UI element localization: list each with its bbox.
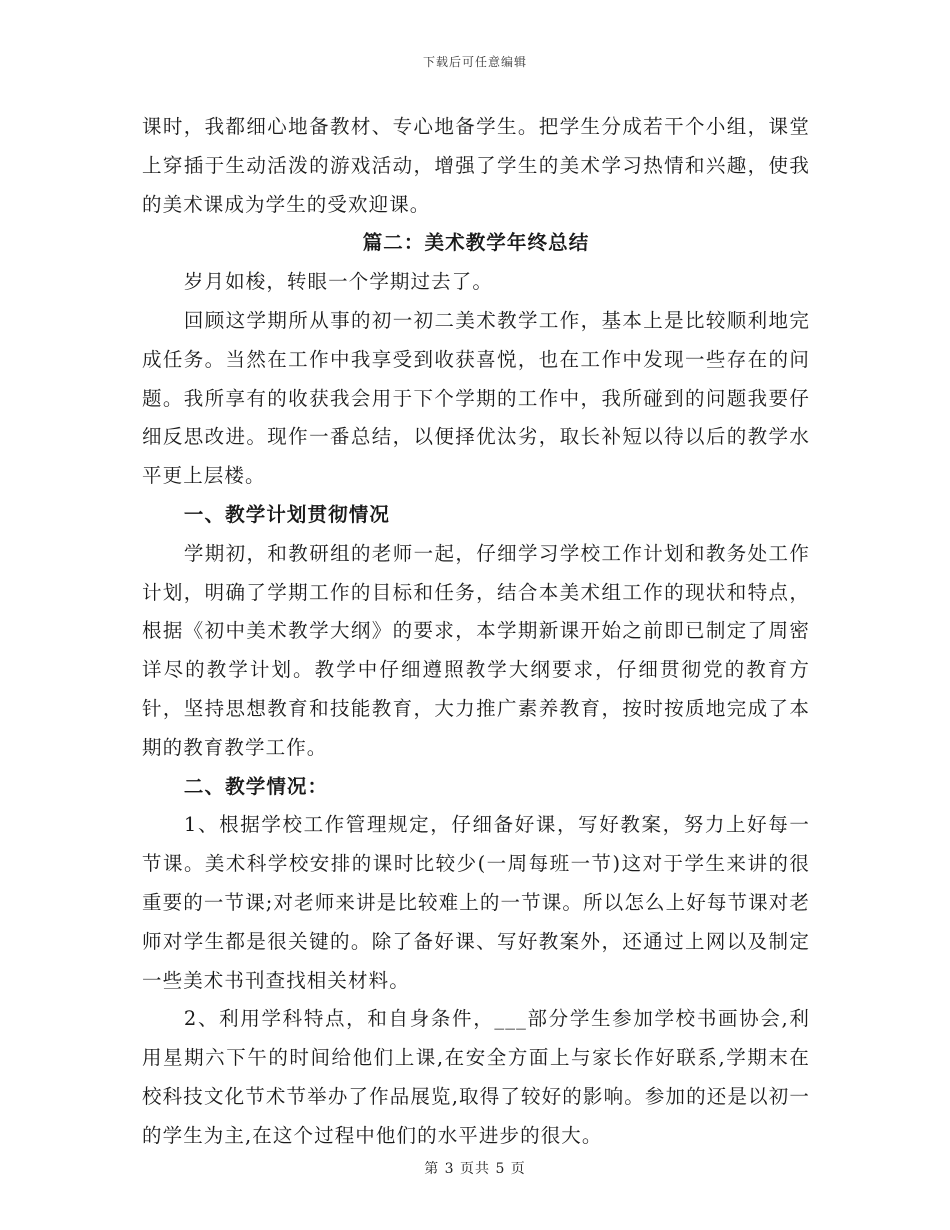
- paragraph-continued: 课时，我都细心地备教材、专心地备学生。把学生分成若干个小组，课堂上穿插于生动活泼的游戏活动，增强了学生的美术学习热情和兴趣，使我的美术课成为学生的受欢迎课。: [142, 115, 810, 216]
- paragraph-review: 回顾这学期所从事的初一初二美术教学工作，基本上是比较顺利地完成任务。当然在工作中我享受到收获喜悦，也在工作中发现一些存在的问题。我所享有的收获我会用于下个学期的工作中，我所碰到的问题我要仔细反思改进。现作一番总结，以便择优汰劣，取长补短以待以后的教学水平更上层楼。: [142, 308, 810, 488]
- document-body: [142, 108, 810, 1156]
- heading-teaching-situation: 二、教学情况：: [183, 774, 329, 798]
- paragraph-item-1: 1、根据学校工作管理规定，仔细备好课，写好教案，努力上好每一节课。美术科学校安排的课时比较少(一周每班一节)这对于学生来讲的很重要的一节课;对老师来讲是比较难上的一节课。所以怎么上好每节课对老师对学生都是很关键的。除了备好课、写好教案外，还通过上网以及制定一些美术书刊查找相关材料。: [142, 813, 810, 992]
- paragraph-teaching-plan: 学期初，和教研组的老师一起，仔细学习学校工作计划和教务处工作计划，明确了学期工作的目标和任务，结合本美术组工作的现状和特点，根据《初中美术教学大纲》的要求，本学期新课开始之前即已制定了周密详尽的教学计划。教学中仔细遵照教学大纲要求，仔细贯彻党的教育方针，坚持思想教育和技能教育，大力推广素养教育，按时按质地完成了本期的教育教学工作。: [142, 541, 810, 759]
- paragraph-intro: 岁月如梭，转眼一个学期过去了。: [183, 270, 493, 294]
- section-title: 篇二：美术教学年终总结: [362, 231, 590, 255]
- heading-teaching-plan: 一、教学计划贯彻情况: [183, 502, 390, 526]
- page-number-footer: 第 3 页共 5 页: [424, 1161, 526, 1177]
- page-header-note: 下载后可任意编辑: [422, 55, 527, 69]
- paragraph-item-2: 2、利用学科特点，和自身条件，___部分学生参加学校书画协会,利用星期六下午的时间给他们上课,在安全方面上与家长作好联系,学期末在校科技文化节术节举办了作品展览,取得了较好的影响。参加的还是以初一的学生为主,在这个过程中他们的水平进步的很大。: [142, 1007, 810, 1147]
